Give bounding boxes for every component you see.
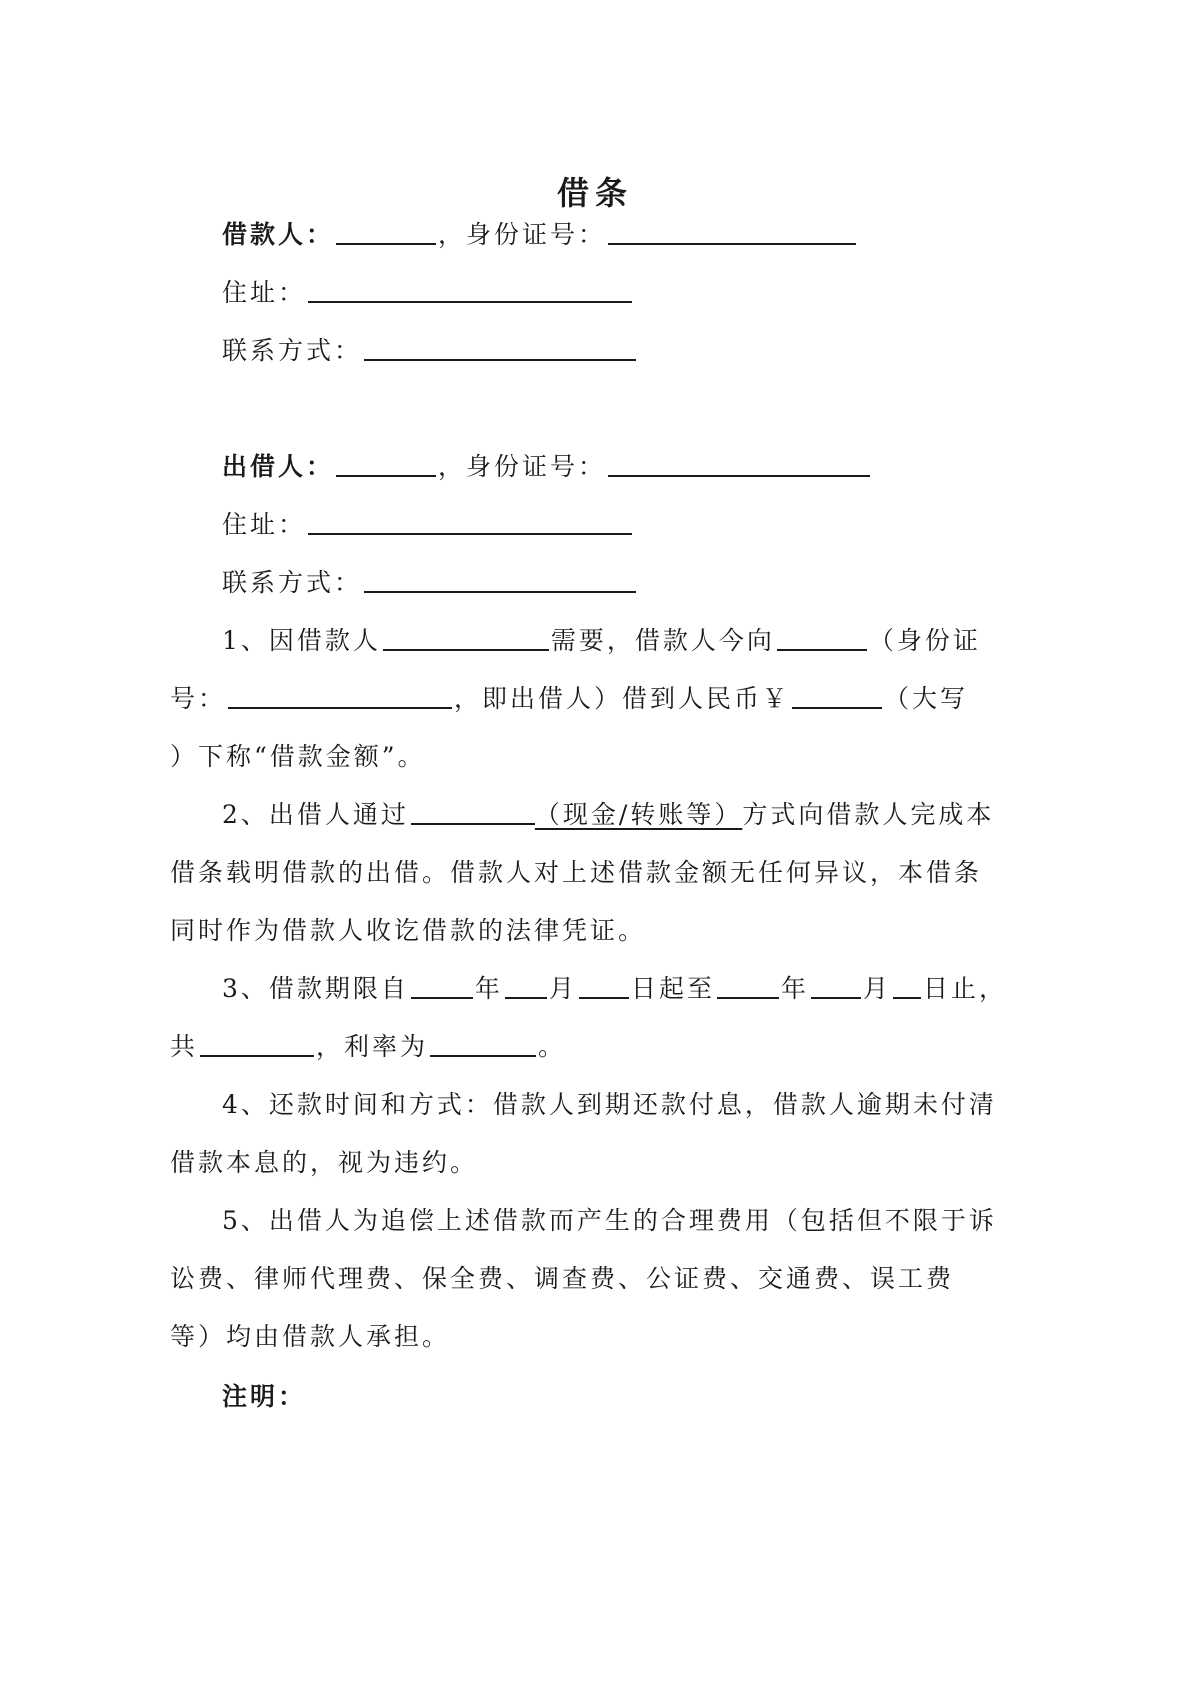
- borrower-id-label: ，身份证号：: [438, 220, 607, 249]
- lender-address-label: 住址：: [222, 510, 307, 539]
- clause3-year1: 年: [474, 974, 503, 1003]
- payment-method-hint: （现金/转账等）: [534, 800, 743, 829]
- clause3-text-c: ，利率为: [316, 1032, 429, 1061]
- clause2-text-c: 方式向借款人完成本: [742, 800, 995, 829]
- amount-blank[interactable]: [792, 683, 882, 709]
- clause1-line3: [170, 740, 426, 774]
- clause2-line1: [222, 798, 994, 832]
- clause3-line2: [170, 1030, 566, 1064]
- clause4-line2: 借款本息的，视为违约。: [170, 1148, 479, 1177]
- start-year-blank[interactable]: [411, 973, 473, 999]
- borrower-name-blank[interactable]: [336, 219, 436, 245]
- borrower-line: [222, 218, 858, 252]
- start-month-blank[interactable]: [505, 973, 547, 999]
- clause3-line1: [222, 972, 1007, 1006]
- borrower-contact-blank[interactable]: [364, 335, 636, 361]
- clause2-line3: 同时作为借款人收讫借款的法律凭证。: [170, 916, 647, 945]
- clause3-day2: 日止，: [923, 974, 1008, 1003]
- borrower-id-blank[interactable]: [608, 219, 856, 245]
- clause1-text-b: 需要，借款人今向: [550, 626, 775, 655]
- term-blank[interactable]: [200, 1031, 314, 1057]
- borrower-address-label: 住址：: [222, 278, 307, 307]
- clause1-line1: [222, 624, 981, 658]
- lender-id-inline-blank[interactable]: [228, 683, 452, 709]
- clause1-text-c: （身份证: [868, 626, 981, 655]
- lender-address-line: [222, 508, 634, 542]
- lender-name-blank[interactable]: [336, 451, 436, 477]
- lender-id-label: ，身份证号：: [438, 452, 607, 481]
- note-label: 注明：: [222, 1382, 307, 1411]
- clause2-text-a: 2、出借人通过: [222, 800, 409, 829]
- clause3-month2: 月: [862, 974, 891, 1003]
- clause3-text-d: 。: [538, 1032, 567, 1061]
- clause4-line1: 4、还款时间和方式：借款人到期还款付息，借款人逾期未付清: [222, 1090, 997, 1119]
- lender-id-blank[interactable]: [608, 451, 870, 477]
- lender-line: [222, 450, 872, 484]
- clause2-line2: 借条载明借款的出借。借款人对上述借款金额无任何异议，本借条: [170, 858, 983, 887]
- lender-contact-blank[interactable]: [364, 567, 636, 593]
- lender-contact-line: [222, 566, 638, 600]
- clause3-text-b: 共: [170, 1032, 199, 1061]
- clause1-text-e: ，即出借人）借到人民币￥: [454, 684, 791, 713]
- clause3-day1: 日起至: [630, 974, 715, 1003]
- borrower-address-line: [222, 276, 634, 310]
- start-day-blank[interactable]: [579, 973, 629, 999]
- clause5-line1: 5、出借人为追偿上述借款而产生的合理费用（包括但不限于诉: [222, 1206, 997, 1235]
- clause1-text-a: 1、因借款人: [222, 626, 381, 655]
- clause1-text-g: ）下称“借款金额”。: [170, 742, 426, 771]
- clause1-line2: [170, 682, 968, 716]
- clause1-text-d: 号：: [170, 684, 227, 713]
- borrower-address-blank[interactable]: [308, 277, 632, 303]
- lender-address-blank[interactable]: [308, 509, 632, 535]
- borrower-contact-line: [222, 334, 638, 368]
- payment-method-blank[interactable]: [411, 799, 535, 825]
- clause1-text-f: （大写: [884, 684, 969, 713]
- lender-contact-label: 联系方式：: [222, 568, 363, 597]
- borrower-label: 借款人：: [222, 220, 335, 249]
- clause3-text-a: 3、借款期限自: [222, 974, 409, 1003]
- lender-name-inline-blank[interactable]: [777, 625, 867, 651]
- clause3-month1: 月: [548, 974, 577, 1003]
- end-day-blank[interactable]: [893, 973, 921, 999]
- borrow-purpose-blank[interactable]: [383, 625, 549, 651]
- lender-label: 出借人：: [222, 452, 335, 481]
- interest-rate-blank[interactable]: [430, 1031, 536, 1057]
- end-year-blank[interactable]: [717, 973, 779, 999]
- borrower-contact-label: 联系方式：: [222, 336, 363, 365]
- end-month-blank[interactable]: [811, 973, 861, 999]
- document-title: 借条: [556, 174, 633, 212]
- clause5-line3: 等）均由借款人承担。: [170, 1322, 451, 1351]
- clause3-year2: 年: [780, 974, 809, 1003]
- clause5-line2: 讼费、律师代理费、保全费、调查费、公证费、交通费、误工费: [170, 1264, 955, 1293]
